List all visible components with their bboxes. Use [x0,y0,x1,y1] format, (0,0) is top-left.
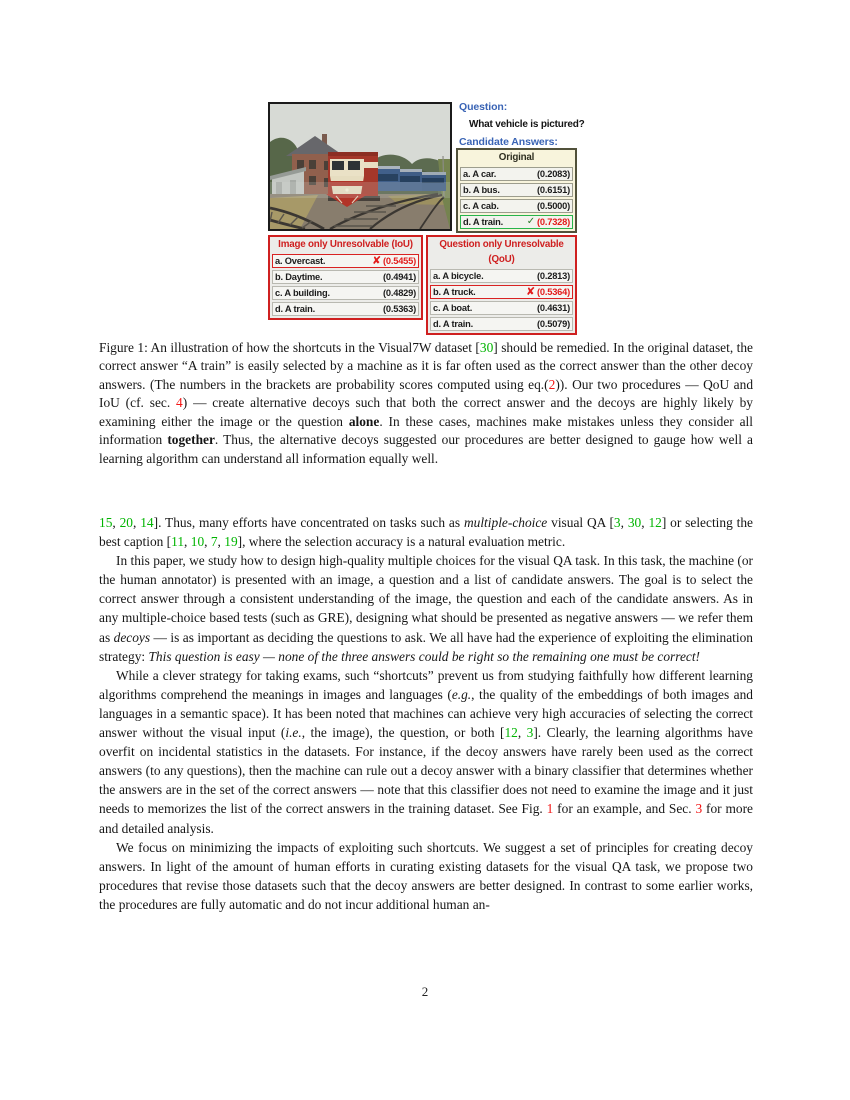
reference-link[interactable]: 12 [648,515,662,530]
text-segment: , [133,515,141,530]
reference-link[interactable]: 1 [546,801,554,817]
text-segment: together [167,432,215,448]
text-segment: — is as important as deciding the questions to ask. We all have had the experience of exploiting the elimination strategy: [99,629,753,664]
question-label: Question: [459,101,508,113]
text-segment: ]. Clearly, the learning algorithms have overfit on incidental statistics in the datasets. For instance, if the decoy answers have rarely been used as the correct answers (to any questions), then the machine can rule out a decoy answer with a binary classifier that determines whether the answers are in the set of the correct answers — note that this classifier does not need to examine the image and it just needs to memorizes the list of the correct answers in the training dataset. See Fig. [99,725,753,817]
answer-label: b. A bus. [463,184,500,195]
reference-link[interactable]: 20 [119,515,133,530]
text-segment: ]. Thus, many efforts have concentrated on tasks such as [153,515,464,530]
table-title: Question only Unresolvable (QoU) [439,239,564,265]
text-segment: , [184,534,191,550]
answer-label: a. A bicycle. [433,270,484,281]
text-segment: , [517,725,527,741]
answer-label: c. A building. [275,287,330,298]
text-segment: , the quality of the embeddings of both images and languages in a semantic space). It has been noted that machines can achieve very high accuracies of selecting the correct answer without the visual input ( [99,686,753,741]
text-segment: While a clever strategy for taking exams, such “shortcuts” prevent us from studying faithfully how different learning algorithms comprehend the meanings in images and languages ( [99,667,753,702]
answer-row [430,301,573,316]
text-segment: . In these cases, machines make mistakes unless they consider all information [99,413,753,448]
reference-link[interactable]: 10 [190,534,205,550]
probability-score: (0.5079) [536,318,570,329]
text-segment: , [112,515,120,530]
probability-score: (0.4631) [536,302,570,313]
train-photo-illustration [270,104,450,229]
figure-caption [99,339,753,468]
probability-score: (0.4941) [382,271,416,282]
probability-score: (0.7328) [536,216,570,227]
text-segment: i.e. [285,725,302,741]
reference-link[interactable]: 30 [627,515,642,530]
paragraph [99,551,753,666]
text-segment: alone [348,413,380,429]
text-segment: Figure 1: An illustration of how the shortcuts in the Visual7W dataset [ [99,340,480,355]
text-segment: ) — create alternative decoys such that both the correct answer and the decoys are highly likely by examining either the image or the question [99,395,753,429]
reference-link[interactable]: 11 [171,534,185,550]
text-segment: ], where the selection accuracy is a natural evaluation metric. [237,534,566,550]
answer-row [460,183,573,198]
answer-label: d. A train. [275,303,315,314]
reference-link[interactable]: 3 [695,801,703,817]
page-number: 2 [421,984,429,999]
answer-label: c. A cab. [463,200,499,211]
reference-link[interactable]: 7 [210,534,218,550]
probability-score: (0.5455) [382,255,416,266]
reference-link[interactable]: 4 [176,395,183,411]
qou-answers-table [426,235,577,335]
answer-row [460,167,573,182]
reference-link[interactable]: 2 [548,376,556,392]
text-segment: visual QA [ [547,515,614,530]
reference-link[interactable]: 3 [526,725,534,741]
probability-score: (0.5000) [536,200,570,211]
answer-label: d. A train. [433,318,473,329]
body-text [99,513,753,914]
reference-link[interactable]: 3 [613,515,621,530]
table-title: Image only Unresolvable (IoU) [278,239,413,250]
probability-score: (0.2083) [536,168,570,179]
answer-row [430,317,573,332]
text-segment: In this paper, we study how to design high-quality multiple choices for the visual QA task. In this task, the machine (or the human annotator) is presented with an image, a question and a list of candidate answers. The goal is to select the correct answer through a consistent understanding of the image, the question and each of the candidate answers. As in any multiple-choice based tests (such as GRE), designing what should be presented as negative answers — we refer them as [99,553,753,645]
answer-row [272,270,419,285]
text-segment: , [217,534,225,550]
answer-label: b. A truck. [433,286,476,297]
answer-row [272,254,419,269]
text-segment: for more and detailed analysis. [99,801,754,836]
probability-score: (0.5363) [382,303,416,314]
iou-answers-table [268,235,423,320]
text-segment: multiple-choice [463,515,548,530]
cross-icon: ✘ [525,285,535,299]
probability-score: (0.6151) [536,184,570,195]
text-segment: ] should be remedied. In the original dataset, the correct answer “A train” is easily selected by a machine as it is far often used as the correct answer than the other decoy answers. (The numbers in the brackets are probability scores computed using eq.( [99,340,753,392]
check-icon: ✓ [526,215,535,227]
text-segment: We focus on minimizing the impacts of exploiting such shortcuts. We suggest a set of principles for creating decoy answers. In light of the amount of human efforts in curating existing datasets for the visual QA task, we propose two procedures that revise those datasets such that the decoy answers are better designed. In contrast to some earlier works, the procedures are fully automatic and do not incur additional human an- [99,839,753,912]
answer-row [460,215,573,230]
answer-row [430,285,573,300]
text-segment: . Thus, the alternative decoys suggested our procedures are better designed to gauge how well a learning algorithm can understand all information equally well. [99,432,753,466]
probability-score: (0.4829) [382,287,416,298]
reference-link[interactable]: 19 [224,534,238,550]
answer-label: c. A boat. [433,302,473,313]
reference-link[interactable]: 30 [479,340,494,355]
text-segment: , [204,534,211,550]
question-text: What vehicle is pictured? [469,119,585,130]
answer-label: b. Daytime. [275,271,323,282]
text-segment: , [641,515,649,530]
answer-row [272,286,419,301]
paragraph [99,513,753,551]
text-segment: )). Our two procedures — QoU and IoU (cf. sec. [99,376,754,411]
text-segment: for an example, and Sec. [553,801,696,817]
probability-score: (0.2813) [536,270,570,281]
text-segment: , the image), the question, or both [ [301,725,505,741]
cross-icon: ✘ [371,254,381,268]
candidate-answers-label: Candidate Answers: [459,136,558,148]
reference-link[interactable]: 14 [140,515,154,530]
locomotive [326,152,380,207]
answer-row [430,269,573,284]
answer-label: a. A car. [463,168,497,179]
train-photo [268,102,452,231]
original-answers-table [456,148,577,233]
answer-row [460,199,573,214]
paragraph [99,838,753,914]
paragraph [99,666,753,838]
answer-label: a. Overcast. [275,255,326,266]
reference-link[interactable]: 12 [504,725,518,741]
probability-score: (0.5364) [536,286,570,297]
text-segment: decoys [113,629,151,645]
text-segment: This question is easy — none of the three answers could be right so the remaining one must be correct! [148,648,701,664]
reference-link[interactable]: 15 [99,515,113,530]
answer-label: d. A train. [463,216,503,227]
text-segment: , [620,515,628,530]
answer-row [272,302,419,317]
table-title: Original [498,152,535,163]
text-segment: e.g. [451,686,472,702]
text-segment: ] or selecting the best caption [ [99,515,754,550]
